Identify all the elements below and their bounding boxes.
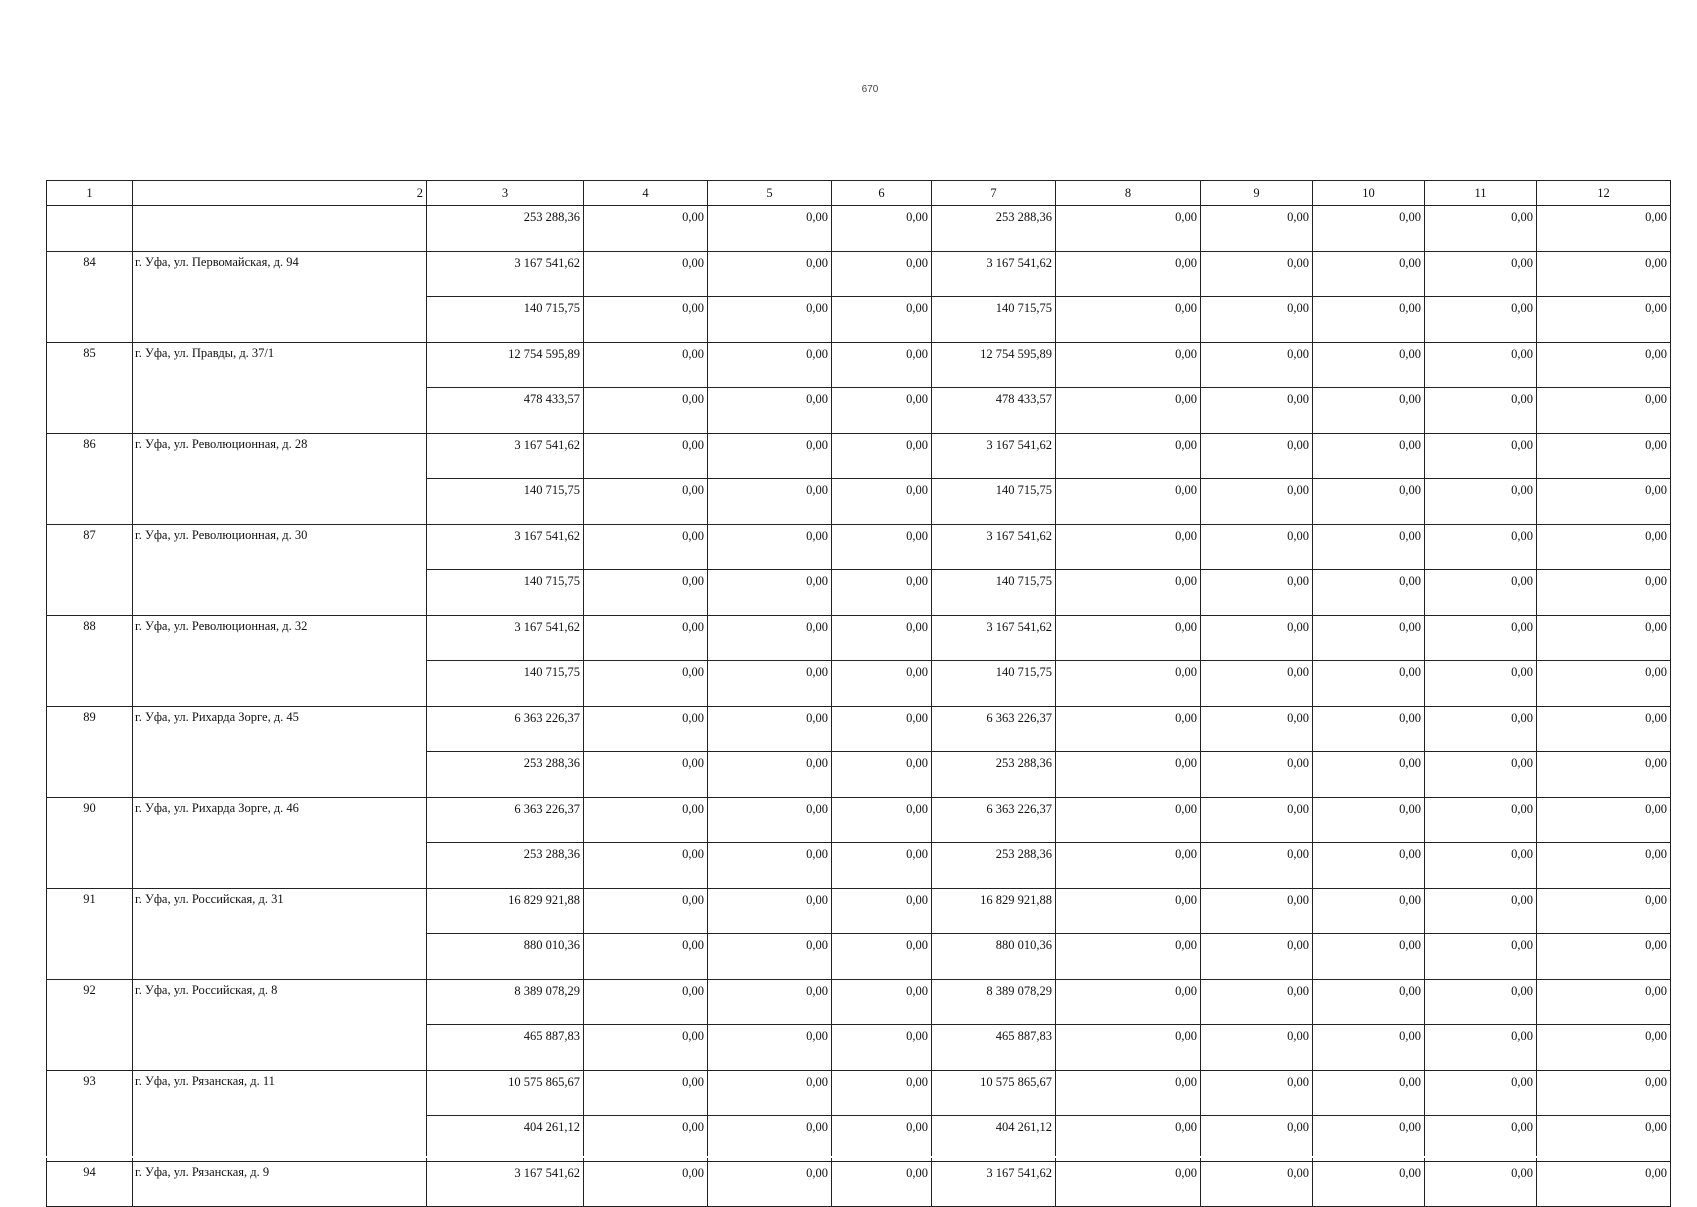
value-cell-col-3: 8 389 078,29 <box>427 979 584 1025</box>
value-cell-col-6: 0,00 <box>832 297 932 343</box>
value-cell-col-11: 0,00 <box>1425 661 1537 707</box>
value-cell-col-4: 0,00 <box>584 206 708 252</box>
value-cell-col-7: 140 715,75 <box>932 479 1056 525</box>
value-cell-col-5: 0,00 <box>708 979 832 1025</box>
value-cell-col-5: 0,00 <box>708 797 832 843</box>
value-cell-col-8: 0,00 <box>1056 1116 1201 1162</box>
address-cell: г. Уфа, ул. Рязанская, д. 9 <box>133 1161 427 1207</box>
data-table <box>46 180 1671 1207</box>
value-cell-col-8: 0,00 <box>1056 570 1201 616</box>
value-cell-col-4: 0,00 <box>584 1025 708 1071</box>
value-cell-col-4: 0,00 <box>584 934 708 980</box>
value-cell-col-10: 0,00 <box>1313 570 1425 616</box>
value-cell-col-3: 3 167 541,62 <box>427 251 584 297</box>
value-cell-col-4: 0,00 <box>584 251 708 297</box>
value-cell-col-9: 0,00 <box>1201 1116 1313 1162</box>
value-cell-col-6: 0,00 <box>832 251 932 297</box>
value-cell-col-4: 0,00 <box>584 1070 708 1116</box>
value-cell-col-7: 12 754 595,89 <box>932 342 1056 388</box>
table-row <box>47 797 1671 843</box>
table-row <box>47 206 1671 252</box>
value-cell-col-6: 0,00 <box>832 934 932 980</box>
address-cell: г. Уфа, ул. Первомайская, д. 94 <box>133 251 427 342</box>
value-cell-col-6: 0,00 <box>832 570 932 616</box>
value-cell-col-8: 0,00 <box>1056 1161 1201 1207</box>
document-sheet <box>46 180 1671 1207</box>
value-cell-col-5: 0,00 <box>708 661 832 707</box>
value-cell-col-3: 478 433,57 <box>427 388 584 434</box>
value-cell-col-11: 0,00 <box>1425 388 1537 434</box>
value-cell-col-4: 0,00 <box>584 661 708 707</box>
value-cell-col-9: 0,00 <box>1201 479 1313 525</box>
value-cell-col-11: 0,00 <box>1425 843 1537 889</box>
value-cell-col-8: 0,00 <box>1056 297 1201 343</box>
table-body <box>47 181 1671 1207</box>
value-cell-col-10: 0,00 <box>1313 797 1425 843</box>
value-cell-col-8: 0,00 <box>1056 388 1201 434</box>
value-cell-col-7: 3 167 541,62 <box>932 433 1056 479</box>
value-cell-col-7: 404 261,12 <box>932 1116 1056 1162</box>
value-cell-col-12: 0,00 <box>1537 979 1671 1025</box>
address-cell: г. Уфа, ул. Рязанская, д. 11 <box>133 1070 427 1161</box>
value-cell-col-4: 0,00 <box>584 615 708 661</box>
value-cell-col-11: 0,00 <box>1425 1025 1537 1071</box>
value-cell-col-12: 0,00 <box>1537 661 1671 707</box>
value-cell-col-11: 0,00 <box>1425 524 1537 570</box>
value-cell-col-9: 0,00 <box>1201 570 1313 616</box>
value-cell-col-9: 0,00 <box>1201 934 1313 980</box>
value-cell-col-4: 0,00 <box>584 297 708 343</box>
value-cell-col-12: 0,00 <box>1537 843 1671 889</box>
value-cell-col-10: 0,00 <box>1313 1161 1425 1207</box>
value-cell-col-7: 140 715,75 <box>932 661 1056 707</box>
value-cell-col-4: 0,00 <box>584 570 708 616</box>
value-cell-col-5: 0,00 <box>708 297 832 343</box>
column-header: 3 <box>427 181 584 206</box>
table-row <box>47 524 1671 570</box>
value-cell-col-5: 0,00 <box>708 251 832 297</box>
value-cell-col-8: 0,00 <box>1056 979 1201 1025</box>
value-cell-col-8: 0,00 <box>1056 797 1201 843</box>
column-header: 10 <box>1313 181 1425 206</box>
value-cell-col-3: 10 575 865,67 <box>427 1070 584 1116</box>
value-cell-col-5: 0,00 <box>708 1025 832 1071</box>
value-cell-col-12: 0,00 <box>1537 888 1671 934</box>
value-cell-col-5: 0,00 <box>708 479 832 525</box>
value-cell-col-7: 253 288,36 <box>932 843 1056 889</box>
value-cell-col-12: 0,00 <box>1537 206 1671 252</box>
value-cell-col-3: 12 754 595,89 <box>427 342 584 388</box>
value-cell-col-7: 140 715,75 <box>932 570 1056 616</box>
value-cell-col-8: 0,00 <box>1056 615 1201 661</box>
value-cell-col-5: 0,00 <box>708 206 832 252</box>
value-cell-col-6: 0,00 <box>832 752 932 798</box>
row-number-cell: 87 <box>47 524 133 615</box>
value-cell-col-8: 0,00 <box>1056 706 1201 752</box>
value-cell-col-10: 0,00 <box>1313 388 1425 434</box>
value-cell-col-6: 0,00 <box>832 342 932 388</box>
address-cell: г. Уфа, ул. Рихарда Зорге, д. 46 <box>133 797 427 888</box>
table-continuation-edge <box>46 1156 1670 1158</box>
value-cell-col-4: 0,00 <box>584 797 708 843</box>
value-cell-col-6: 0,00 <box>832 979 932 1025</box>
value-cell-col-9: 0,00 <box>1201 615 1313 661</box>
row-number-cell: 90 <box>47 797 133 888</box>
value-cell-col-5: 0,00 <box>708 524 832 570</box>
value-cell-col-9: 0,00 <box>1201 888 1313 934</box>
value-cell-col-12: 0,00 <box>1537 297 1671 343</box>
column-number-row <box>47 181 1671 206</box>
column-header: 5 <box>708 181 832 206</box>
column-header: 2 <box>133 181 427 206</box>
value-cell-col-7: 16 829 921,88 <box>932 888 1056 934</box>
value-cell-col-4: 0,00 <box>584 752 708 798</box>
row-number-cell: 88 <box>47 615 133 706</box>
value-cell-col-4: 0,00 <box>584 1116 708 1162</box>
value-cell-col-12: 0,00 <box>1537 251 1671 297</box>
value-cell-col-10: 0,00 <box>1313 1116 1425 1162</box>
value-cell-col-7: 6 363 226,37 <box>932 706 1056 752</box>
value-cell-col-9: 0,00 <box>1201 524 1313 570</box>
row-number-cell: 94 <box>47 1161 133 1207</box>
value-cell-col-8: 0,00 <box>1056 251 1201 297</box>
value-cell-col-11: 0,00 <box>1425 797 1537 843</box>
address-cell: г. Уфа, ул. Российская, д. 31 <box>133 888 427 979</box>
row-number-cell: 92 <box>47 979 133 1070</box>
column-header: 11 <box>1425 181 1537 206</box>
value-cell-col-9: 0,00 <box>1201 1025 1313 1071</box>
value-cell-col-11: 0,00 <box>1425 251 1537 297</box>
value-cell-col-6: 0,00 <box>832 433 932 479</box>
table-row <box>47 615 1671 661</box>
value-cell-col-11: 0,00 <box>1425 206 1537 252</box>
table-row <box>47 251 1671 297</box>
value-cell-col-9: 0,00 <box>1201 1070 1313 1116</box>
value-cell-col-9: 0,00 <box>1201 843 1313 889</box>
row-number-cell: 91 <box>47 888 133 979</box>
value-cell-col-11: 0,00 <box>1425 342 1537 388</box>
value-cell-col-3: 140 715,75 <box>427 297 584 343</box>
value-cell-col-10: 0,00 <box>1313 615 1425 661</box>
value-cell-col-11: 0,00 <box>1425 1070 1537 1116</box>
value-cell-col-6: 0,00 <box>832 1161 932 1207</box>
column-header: 7 <box>932 181 1056 206</box>
value-cell-col-9: 0,00 <box>1201 797 1313 843</box>
value-cell-col-7: 10 575 865,67 <box>932 1070 1056 1116</box>
value-cell-col-7: 3 167 541,62 <box>932 251 1056 297</box>
value-cell-col-12: 0,00 <box>1537 524 1671 570</box>
value-cell-col-3: 6 363 226,37 <box>427 706 584 752</box>
value-cell-col-4: 0,00 <box>584 1161 708 1207</box>
address-cell: г. Уфа, ул. Российская, д. 8 <box>133 979 427 1070</box>
value-cell-col-12: 0,00 <box>1537 706 1671 752</box>
value-cell-col-12: 0,00 <box>1537 433 1671 479</box>
value-cell-col-4: 0,00 <box>584 433 708 479</box>
value-cell-col-12: 0,00 <box>1537 797 1671 843</box>
value-cell-col-5: 0,00 <box>708 570 832 616</box>
value-cell-col-4: 0,00 <box>584 342 708 388</box>
table-row <box>47 342 1671 388</box>
column-header: 4 <box>584 181 708 206</box>
column-header: 8 <box>1056 181 1201 206</box>
row-number-cell: 93 <box>47 1070 133 1161</box>
row-number-cell: 85 <box>47 342 133 433</box>
value-cell-col-9: 0,00 <box>1201 388 1313 434</box>
value-cell-col-11: 0,00 <box>1425 934 1537 980</box>
value-cell-col-5: 0,00 <box>708 342 832 388</box>
value-cell-col-5: 0,00 <box>708 1070 832 1116</box>
value-cell-col-3: 140 715,75 <box>427 570 584 616</box>
value-cell-col-3: 3 167 541,62 <box>427 615 584 661</box>
value-cell-col-3: 16 829 921,88 <box>427 888 584 934</box>
value-cell-col-11: 0,00 <box>1425 570 1537 616</box>
value-cell-col-11: 0,00 <box>1425 615 1537 661</box>
table-row <box>47 1070 1671 1116</box>
value-cell-col-6: 0,00 <box>832 524 932 570</box>
value-cell-col-5: 0,00 <box>708 388 832 434</box>
row-number-cell: 86 <box>47 433 133 524</box>
value-cell-col-3: 3 167 541,62 <box>427 1161 584 1207</box>
value-cell-col-9: 0,00 <box>1201 706 1313 752</box>
value-cell-col-6: 0,00 <box>832 797 932 843</box>
value-cell-col-5: 0,00 <box>708 1161 832 1207</box>
value-cell-col-10: 0,00 <box>1313 706 1425 752</box>
value-cell-col-9: 0,00 <box>1201 251 1313 297</box>
value-cell-col-12: 0,00 <box>1537 1116 1671 1162</box>
value-cell-col-3: 3 167 541,62 <box>427 433 584 479</box>
value-cell-col-4: 0,00 <box>584 479 708 525</box>
value-cell-col-12: 0,00 <box>1537 570 1671 616</box>
value-cell-col-7: 3 167 541,62 <box>932 524 1056 570</box>
value-cell-col-11: 0,00 <box>1425 888 1537 934</box>
table-row <box>47 433 1671 479</box>
address-cell: г. Уфа, ул. Революционная, д. 32 <box>133 615 427 706</box>
row-number-cell: 89 <box>47 706 133 797</box>
row-number-cell <box>47 206 133 252</box>
value-cell-col-5: 0,00 <box>708 888 832 934</box>
value-cell-col-11: 0,00 <box>1425 979 1537 1025</box>
value-cell-col-11: 0,00 <box>1425 479 1537 525</box>
table-row <box>47 979 1671 1025</box>
value-cell-col-7: 880 010,36 <box>932 934 1056 980</box>
value-cell-col-11: 0,00 <box>1425 1116 1537 1162</box>
address-cell: г. Уфа, ул. Революционная, д. 28 <box>133 433 427 524</box>
value-cell-col-5: 0,00 <box>708 1116 832 1162</box>
value-cell-col-8: 0,00 <box>1056 661 1201 707</box>
value-cell-col-6: 0,00 <box>832 1116 932 1162</box>
value-cell-col-6: 0,00 <box>832 1025 932 1071</box>
value-cell-col-12: 0,00 <box>1537 1070 1671 1116</box>
value-cell-col-3: 465 887,83 <box>427 1025 584 1071</box>
value-cell-col-3: 3 167 541,62 <box>427 524 584 570</box>
value-cell-col-12: 0,00 <box>1537 1025 1671 1071</box>
value-cell-col-7: 253 288,36 <box>932 752 1056 798</box>
value-cell-col-10: 0,00 <box>1313 297 1425 343</box>
value-cell-col-7: 3 167 541,62 <box>932 615 1056 661</box>
value-cell-col-10: 0,00 <box>1313 888 1425 934</box>
value-cell-col-9: 0,00 <box>1201 206 1313 252</box>
value-cell-col-8: 0,00 <box>1056 843 1201 889</box>
value-cell-col-12: 0,00 <box>1537 388 1671 434</box>
address-cell: г. Уфа, ул. Революционная, д. 30 <box>133 524 427 615</box>
column-header: 9 <box>1201 181 1313 206</box>
value-cell-col-4: 0,00 <box>584 706 708 752</box>
value-cell-col-10: 0,00 <box>1313 979 1425 1025</box>
value-cell-col-4: 0,00 <box>584 979 708 1025</box>
address-cell: г. Уфа, ул. Рихарда Зорге, д. 45 <box>133 706 427 797</box>
value-cell-col-8: 0,00 <box>1056 524 1201 570</box>
value-cell-col-4: 0,00 <box>584 888 708 934</box>
value-cell-col-10: 0,00 <box>1313 934 1425 980</box>
value-cell-col-10: 0,00 <box>1313 342 1425 388</box>
value-cell-col-5: 0,00 <box>708 934 832 980</box>
value-cell-col-5: 0,00 <box>708 706 832 752</box>
value-cell-col-3: 140 715,75 <box>427 661 584 707</box>
value-cell-col-4: 0,00 <box>584 388 708 434</box>
value-cell-col-11: 0,00 <box>1425 1161 1537 1207</box>
value-cell-col-8: 0,00 <box>1056 934 1201 980</box>
value-cell-col-11: 0,00 <box>1425 297 1537 343</box>
value-cell-col-10: 0,00 <box>1313 251 1425 297</box>
value-cell-col-8: 0,00 <box>1056 888 1201 934</box>
value-cell-col-6: 0,00 <box>832 888 932 934</box>
value-cell-col-9: 0,00 <box>1201 979 1313 1025</box>
value-cell-col-12: 0,00 <box>1537 1161 1671 1207</box>
value-cell-col-6: 0,00 <box>832 479 932 525</box>
value-cell-col-5: 0,00 <box>708 433 832 479</box>
table-row <box>47 888 1671 934</box>
value-cell-col-9: 0,00 <box>1201 342 1313 388</box>
value-cell-col-8: 0,00 <box>1056 433 1201 479</box>
value-cell-col-8: 0,00 <box>1056 1025 1201 1071</box>
value-cell-col-5: 0,00 <box>708 752 832 798</box>
value-cell-col-8: 0,00 <box>1056 206 1201 252</box>
value-cell-col-5: 0,00 <box>708 615 832 661</box>
value-cell-col-9: 0,00 <box>1201 752 1313 798</box>
value-cell-col-3: 253 288,36 <box>427 843 584 889</box>
value-cell-col-12: 0,00 <box>1537 615 1671 661</box>
value-cell-col-11: 0,00 <box>1425 752 1537 798</box>
value-cell-col-5: 0,00 <box>708 843 832 889</box>
table-row <box>47 706 1671 752</box>
value-cell-col-7: 253 288,36 <box>932 206 1056 252</box>
value-cell-col-10: 0,00 <box>1313 433 1425 479</box>
value-cell-col-12: 0,00 <box>1537 752 1671 798</box>
value-cell-col-9: 0,00 <box>1201 661 1313 707</box>
value-cell-col-11: 0,00 <box>1425 706 1537 752</box>
value-cell-col-3: 253 288,36 <box>427 752 584 798</box>
value-cell-col-3: 140 715,75 <box>427 479 584 525</box>
value-cell-col-8: 0,00 <box>1056 479 1201 525</box>
value-cell-col-4: 0,00 <box>584 524 708 570</box>
value-cell-col-8: 0,00 <box>1056 342 1201 388</box>
value-cell-col-6: 0,00 <box>832 843 932 889</box>
value-cell-col-7: 140 715,75 <box>932 297 1056 343</box>
value-cell-col-7: 8 389 078,29 <box>932 979 1056 1025</box>
value-cell-col-10: 0,00 <box>1313 206 1425 252</box>
value-cell-col-7: 3 167 541,62 <box>932 1161 1056 1207</box>
value-cell-col-12: 0,00 <box>1537 479 1671 525</box>
value-cell-col-3: 404 261,12 <box>427 1116 584 1162</box>
row-number-cell: 84 <box>47 251 133 342</box>
value-cell-col-11: 0,00 <box>1425 433 1537 479</box>
value-cell-col-10: 0,00 <box>1313 752 1425 798</box>
value-cell-col-8: 0,00 <box>1056 752 1201 798</box>
value-cell-col-7: 6 363 226,37 <box>932 797 1056 843</box>
value-cell-col-6: 0,00 <box>832 706 932 752</box>
value-cell-col-9: 0,00 <box>1201 1161 1313 1207</box>
value-cell-col-6: 0,00 <box>832 661 932 707</box>
column-header: 1 <box>47 181 133 206</box>
value-cell-col-7: 478 433,57 <box>932 388 1056 434</box>
value-cell-col-7: 465 887,83 <box>932 1025 1056 1071</box>
value-cell-col-4: 0,00 <box>584 843 708 889</box>
address-cell <box>133 206 427 252</box>
value-cell-col-3: 253 288,36 <box>427 206 584 252</box>
value-cell-col-6: 0,00 <box>832 1070 932 1116</box>
column-header: 6 <box>832 181 932 206</box>
value-cell-col-10: 0,00 <box>1313 661 1425 707</box>
value-cell-col-10: 0,00 <box>1313 843 1425 889</box>
value-cell-col-12: 0,00 <box>1537 934 1671 980</box>
value-cell-col-8: 0,00 <box>1056 1070 1201 1116</box>
value-cell-col-10: 0,00 <box>1313 1025 1425 1071</box>
value-cell-col-3: 880 010,36 <box>427 934 584 980</box>
value-cell-col-3: 6 363 226,37 <box>427 797 584 843</box>
address-cell: г. Уфа, ул. Правды, д. 37/1 <box>133 342 427 433</box>
value-cell-col-9: 0,00 <box>1201 433 1313 479</box>
value-cell-col-6: 0,00 <box>832 206 932 252</box>
value-cell-col-10: 0,00 <box>1313 524 1425 570</box>
value-cell-col-6: 0,00 <box>832 388 932 434</box>
value-cell-col-10: 0,00 <box>1313 479 1425 525</box>
column-header: 12 <box>1537 181 1671 206</box>
value-cell-col-10: 0,00 <box>1313 1070 1425 1116</box>
value-cell-col-9: 0,00 <box>1201 297 1313 343</box>
value-cell-col-6: 0,00 <box>832 615 932 661</box>
page-number: 670 <box>861 84 879 95</box>
value-cell-col-12: 0,00 <box>1537 342 1671 388</box>
